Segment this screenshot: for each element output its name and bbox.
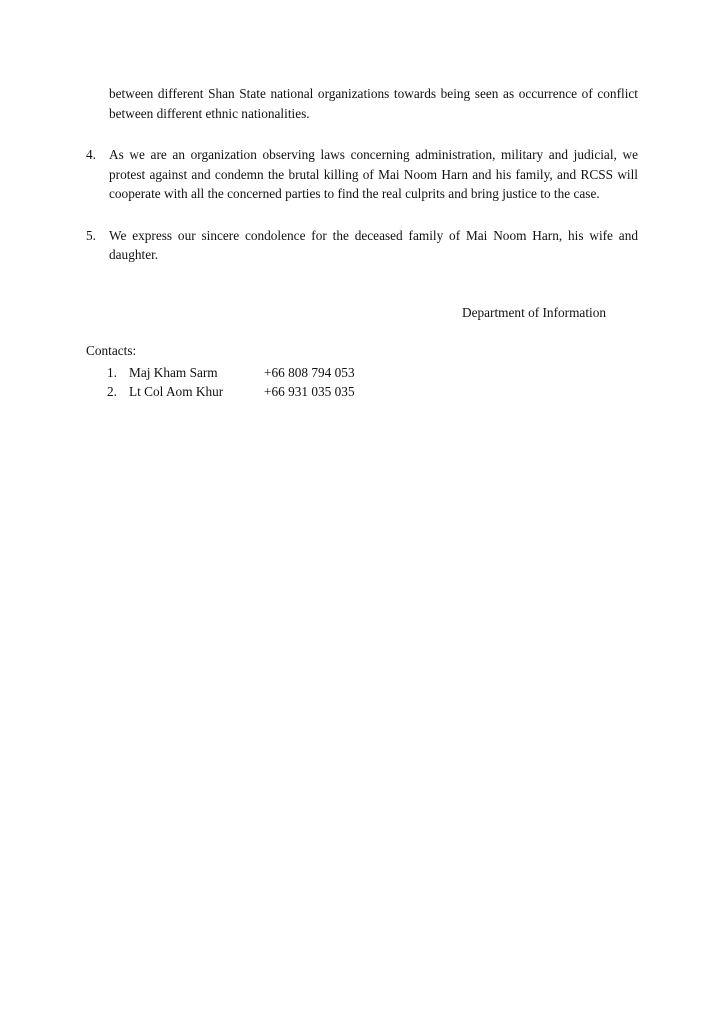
numbered-item-4-line-2: we protest against and condemn the brutal killing of Mai Noom Harn and his family, and <box>109 147 638 182</box>
numbered-item-4-line-1: As we are an organization observing laws concerning administration, military and judicial, <box>109 147 617 162</box>
numbered-item-5-line-2: and daughter. <box>109 227 638 262</box>
continuation-paragraph <box>109 84 638 123</box>
contact-1-number: 1. <box>107 364 117 380</box>
contacts-block <box>86 341 486 402</box>
continuation-line-2: conflict between different ethnic nationalities. <box>109 86 638 121</box>
numbered-item-5-marker: 5. <box>86 227 96 243</box>
contact-1-name: Maj Kham Sarm <box>129 364 218 380</box>
contact-2-number: 2. <box>107 384 117 399</box>
numbered-item-5-line-1: We express our sincere condolence for the deceased family of Mai Noom Harn, his wife <box>109 227 613 243</box>
numbered-item-5 <box>86 226 638 265</box>
numbered-item-4-marker: 4. <box>86 147 96 162</box>
contact-row <box>86 363 486 383</box>
numbered-item-4-line-3: RCSS will cooperate with all the concerned parties to find the real culprits and bring justice <box>109 166 639 201</box>
paragraph-spacer <box>86 204 638 226</box>
contact-2-name: Lt Col Aom Khur <box>129 384 224 399</box>
numbered-item-4 <box>86 145 638 204</box>
contact-2-phone: +66 931 035 035 <box>264 384 355 399</box>
signature-block <box>86 303 606 323</box>
contacts-label: Contacts: <box>86 343 137 358</box>
document-body <box>86 84 638 265</box>
contact-row <box>86 382 486 402</box>
issuing-department: Department of Information <box>462 305 606 320</box>
paragraph-spacer <box>86 123 638 145</box>
numbered-item-4-line-4: to the case. <box>540 186 600 201</box>
contact-1-phone: +66 808 794 053 <box>264 364 355 380</box>
continuation-line-1: between different Shan State national organizations towards being seen as occurrence of <box>109 86 593 101</box>
